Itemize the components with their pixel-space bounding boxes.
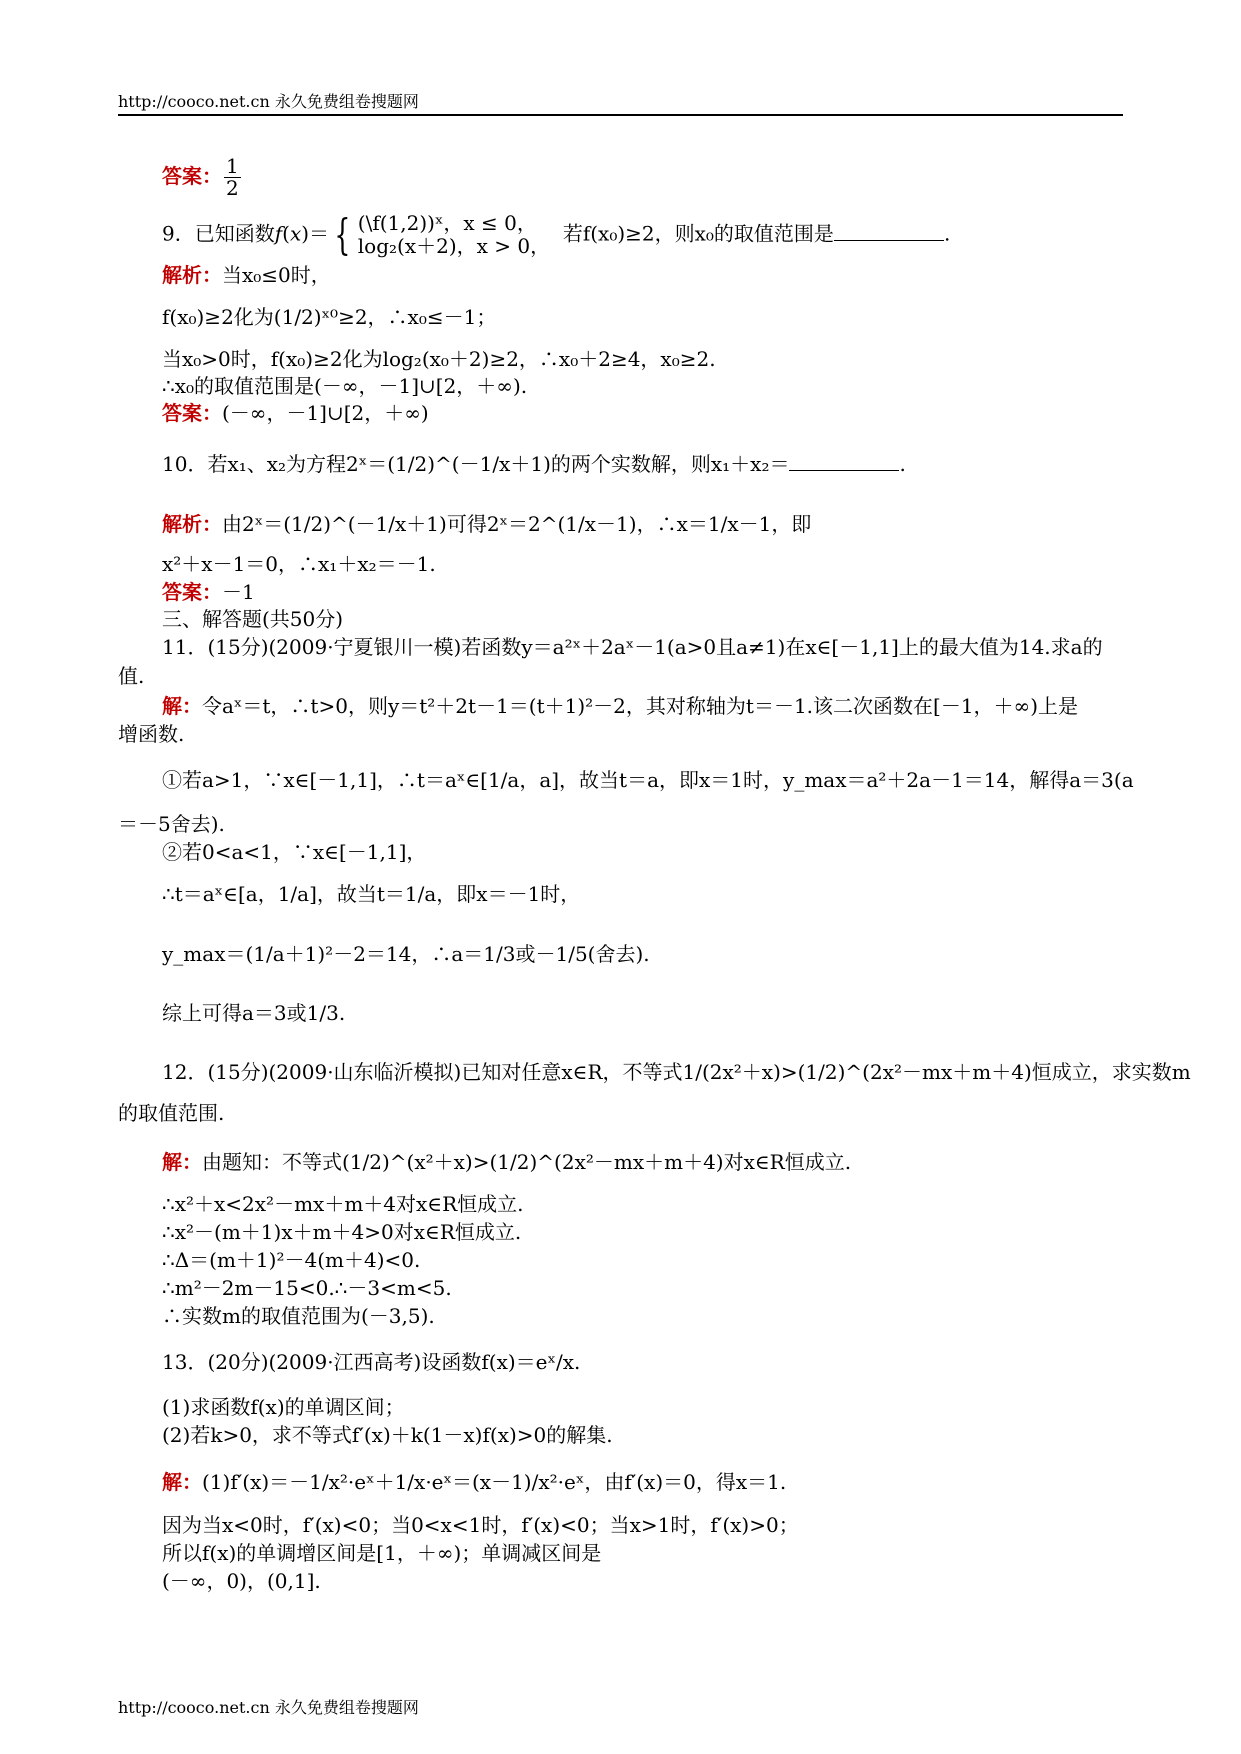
q9-analysis-2: f(x₀)≥2化为(1/2)ˣ⁰≥2，∴x₀≤－1；: [162, 305, 497, 329]
q12-stem-2: 的取值范围.: [118, 1101, 225, 1125]
q12-stem-1: 12．(15分)(2009·山东临沂模拟)已知对任意x∈R，不等式1/(2x²＋x)>(1/2)^(2x²－mx＋m＋4)恒成立，求实数m: [162, 1060, 1191, 1084]
answer-blank: [789, 456, 899, 471]
piecewise-brace: {: [334, 210, 351, 259]
q11-solution-2: 增函数.: [118, 722, 185, 746]
page-header: http://cooco.net.cn 永久免费组卷搜题网: [118, 92, 419, 111]
q10-analysis-1: 解析：由2ˣ＝(1/2)^(－1/x＋1)可得2ˣ＝2^(1/x－1)，∴x＝1/x－1，即: [162, 512, 812, 536]
q12-solution-5: ∴m²－2m－15<0.∴－3<m<5.: [162, 1276, 452, 1300]
q12-solution-1: 解：由题知：不等式(1/2)^(x²＋x)>(1/2)^(2x²－mx＋m＋4)对x∈R恒成立.: [162, 1150, 852, 1174]
q13-part-2: (2)若k>0，求不等式f′(x)＋k(1－x)f(x)>0的解集.: [162, 1423, 613, 1447]
q9-analysis-3: 当x₀>0时，f(x₀)≥2化为log₂(x₀＋2)≥2，∴x₀＋2≥4，x₀≥2.: [162, 347, 716, 371]
q9-stem: 9．已知函数f(x)＝ { (\f(1,2))ˣ，x ≤ 0， log₂(x＋2)，x > 0， 若f(x₀)≥2，则x₀的取值范围是 .: [162, 210, 951, 259]
q10-analysis-2: x²＋x－1＝0，∴x₁＋x₂＝－1.: [162, 552, 436, 576]
q11-solution-5: ②若0<a<1，∵x∈[－1,1]，: [162, 840, 427, 864]
q11-solution-6: ∴t＝aˣ∈[a，1/a]，故当t＝1/a，即x＝－1时，: [162, 882, 581, 906]
q12-solution-3: ∴x²－(m＋1)x＋m＋4>0对x∈R恒成立.: [162, 1220, 522, 1244]
q9-condition: 若f(x₀)≥2，则x₀的取值范围是: [562, 221, 834, 246]
q11-solution-4: ＝－5舍去).: [118, 812, 225, 836]
q11-solution-8: 综上可得a＝3或1/3.: [162, 1001, 346, 1025]
q9-analysis-1: 解析：当x₀≤0时，: [162, 263, 331, 287]
q11-stem-2: 值.: [118, 664, 145, 688]
q12-solution-4: ∴Δ＝(m＋1)²－4(m＋4)<0.: [162, 1248, 421, 1272]
q8-answer-line: [162, 156, 243, 199]
q12-solution-6: ∴实数m的取值范围为(－3,5).: [162, 1304, 435, 1328]
q13-stem: 13．(20分)(2009·江西高考)设函数f(x)＝eˣ/x.: [162, 1350, 581, 1374]
answer-label: 答案：: [162, 164, 222, 188]
q11-solution-7: y_max＝(1/a＋1)²－2＝14，∴a＝1/3或－1/5(舍去).: [162, 942, 650, 966]
q9-analysis-4: ∴x₀的取值范围是(－∞，－1]∪[2，＋∞).: [162, 374, 528, 398]
q11-solution-1: 解：令aˣ＝t，∴t>0，则y＝t²＋2t－1＝(t＋1)²－2，其对称轴为t＝－1.该二次函数在[－1，＋∞)上是: [162, 694, 1079, 718]
section-heading: 三、解答题(共50分): [162, 607, 344, 631]
q13-solution-2: 因为当x<0时，f′(x)<0；当0<x<1时，f′(x)<0；当x>1时，f′(x)>0；: [162, 1513, 799, 1537]
q13-part-1: (1)求函数f(x)的单调区间；: [162, 1395, 405, 1419]
q9-answer: 答案：(－∞，－1]∪[2，＋∞): [162, 401, 429, 425]
q12-solution-2: ∴x²＋x<2x²－mx＋m＋4对x∈R恒成立.: [162, 1192, 524, 1216]
q8-answer-fraction: $\frac{1}{2}$: [226, 154, 239, 200]
q11-solution-3: ①若a>1，∵x∈[－1,1]，∴t＝aˣ∈[1/a，a]，故当t＝a，即x＝1时，y_max＝a²＋2a－1＝14，解得a＝3(a: [162, 768, 1134, 792]
piecewise-cases: (\f(1,2))ˣ，x ≤ 0， log₂(x＋2)，x > 0，: [357, 211, 551, 258]
q11-stem-1: 11．(15分)(2009·宁夏银川一模)若函数y＝a²ˣ＋2aˣ－1(a>0且a≠1)在x∈[－1,1]上的最大值为14.求a的: [162, 635, 1103, 659]
page-footer: http://cooco.net.cn 永久免费组卷搜题网: [118, 1698, 419, 1717]
q10-answer: 答案：－1: [162, 580, 255, 604]
q13-solution-4: (－∞，0)，(0,1].: [162, 1569, 321, 1593]
answer-blank: [834, 226, 944, 241]
q9-number: 9．已知函数: [162, 221, 275, 246]
q13-solution-1: 解：(1)f′(x)＝－1/x²·eˣ＋1/x·eˣ＝(x－1)/x²·eˣ，由f′(x)＝0，得x＝1.: [162, 1470, 787, 1494]
q13-solution-3: 所以f(x)的单调增区间是[1，＋∞)；单调减区间是: [162, 1541, 602, 1565]
header-rule: [118, 114, 1123, 116]
q10-stem: 10．若x₁、x₂为方程2ˣ＝(1/2)^(－1/x＋1)的两个实数解，则x₁＋x₂＝ .: [162, 452, 906, 476]
